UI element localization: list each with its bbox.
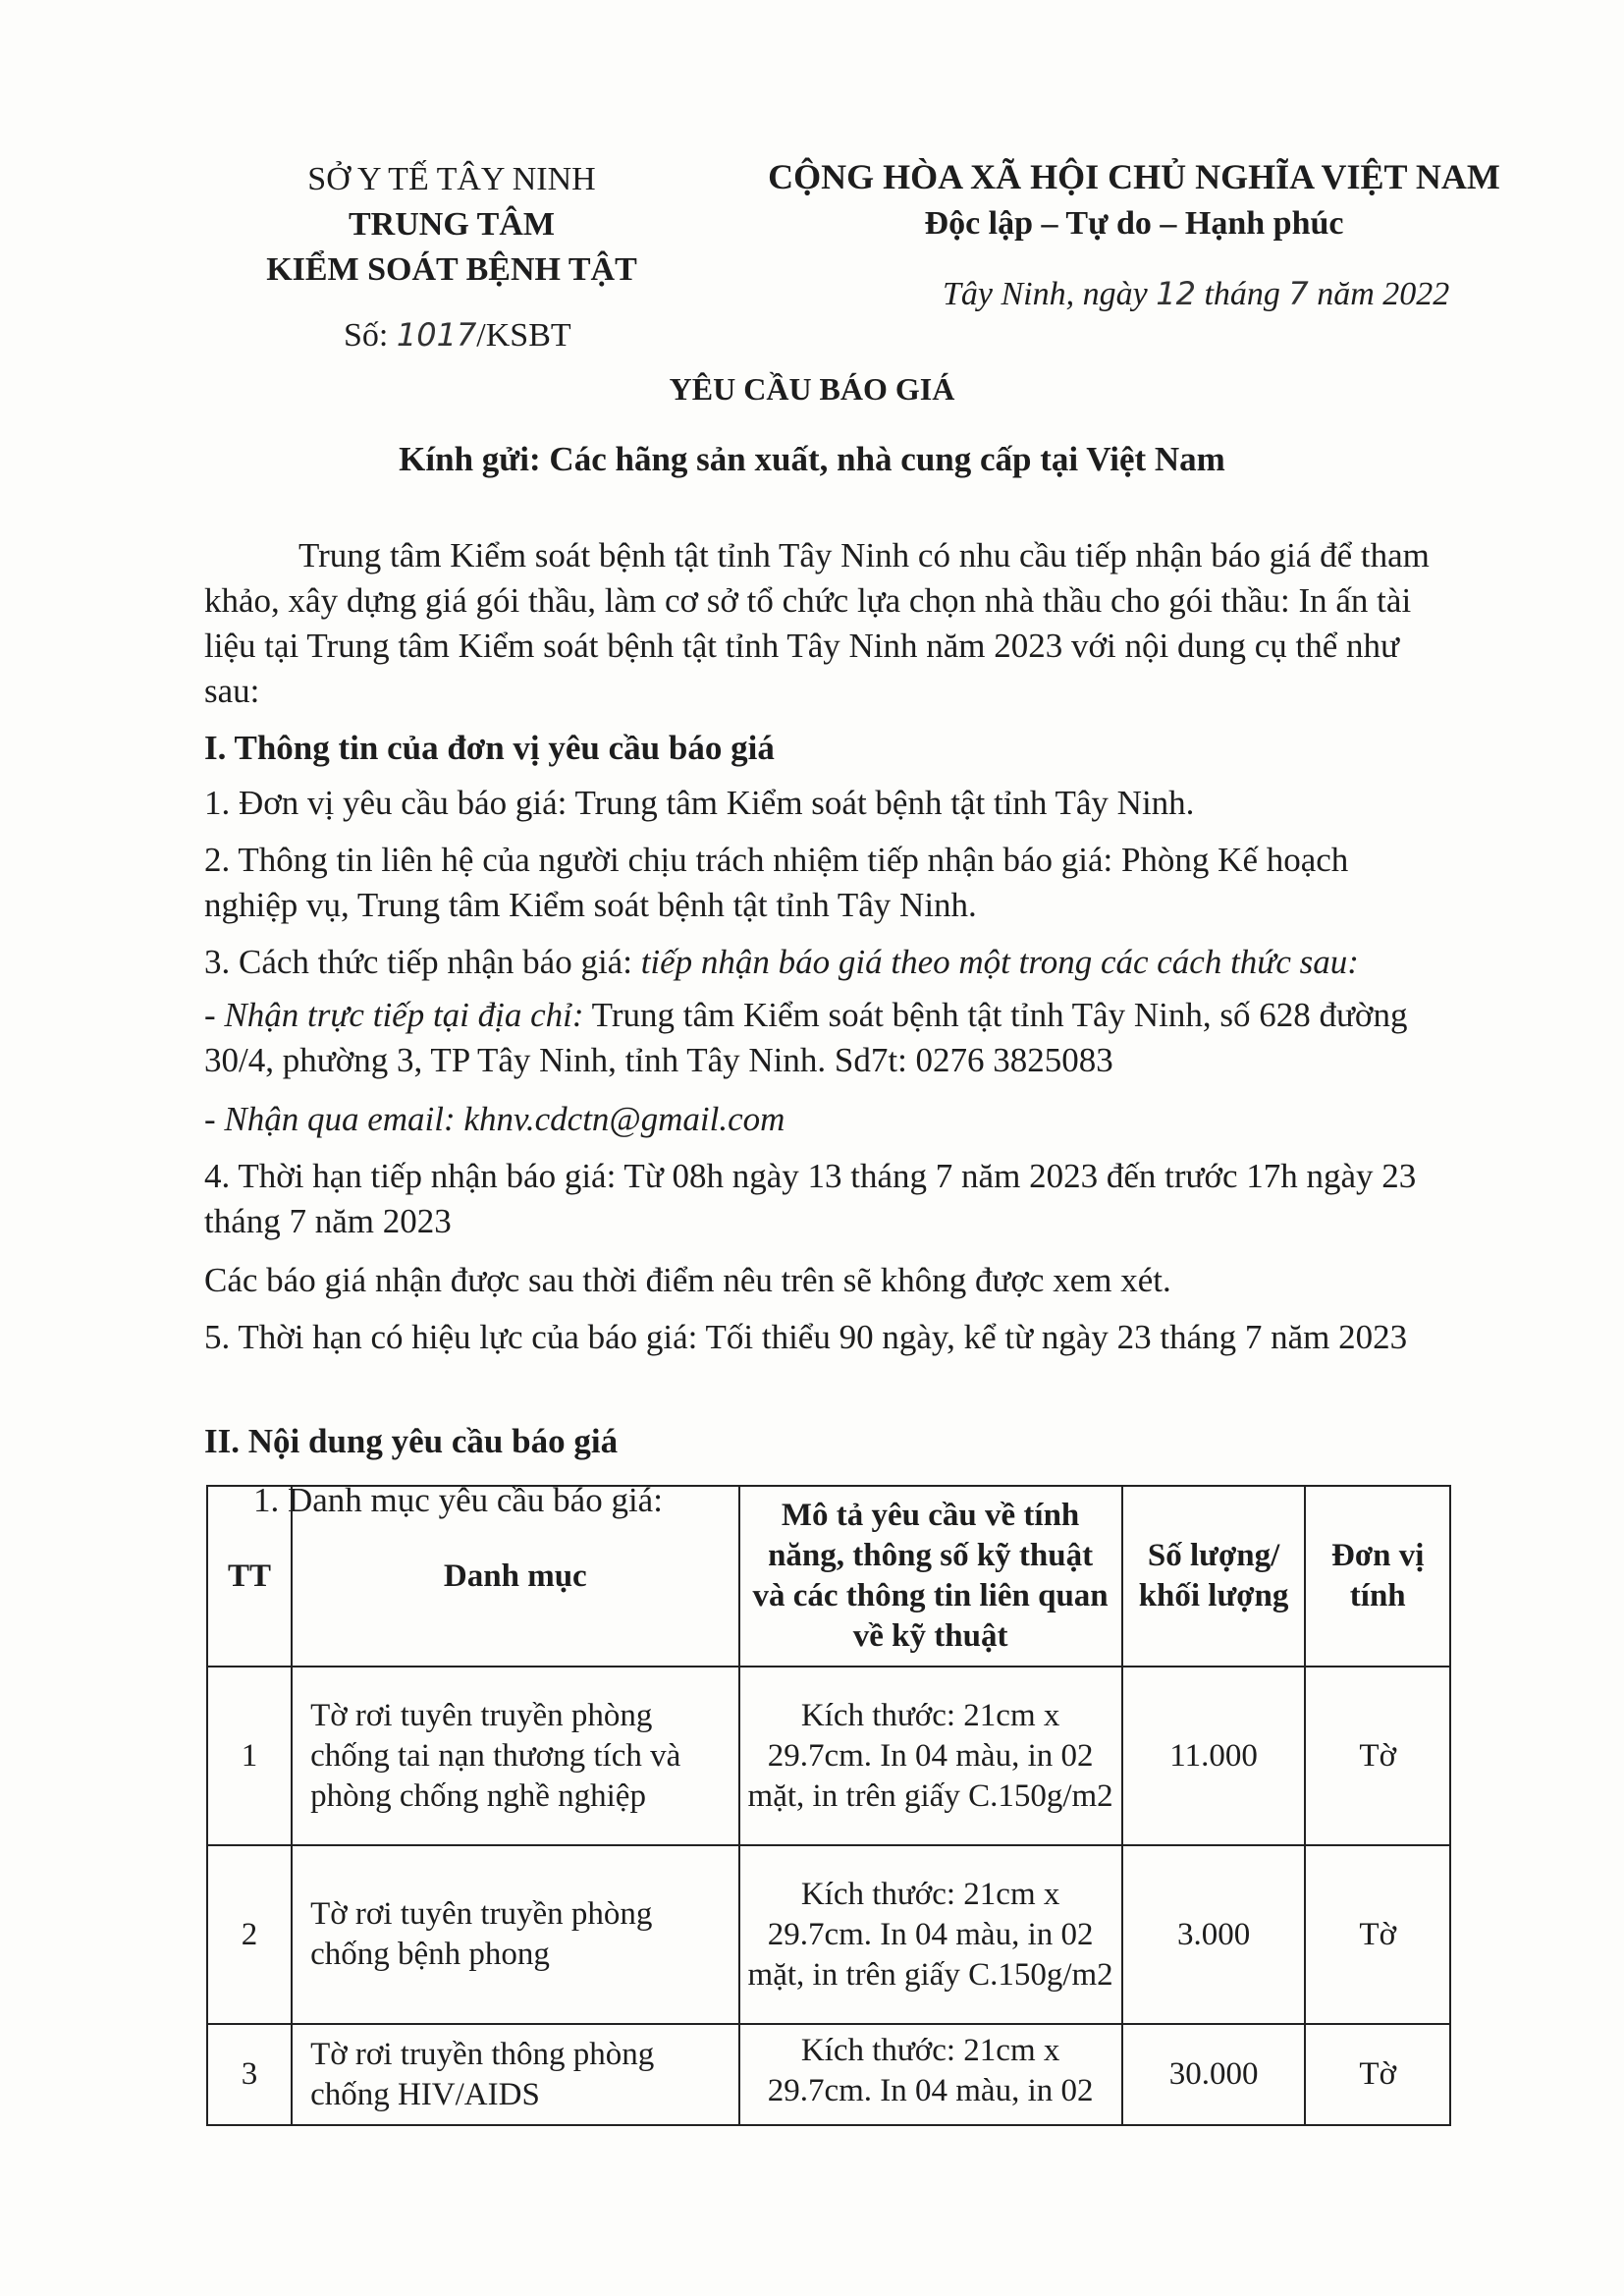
cell-desc: Kích thước: 21cm x 29.7cm. In 04 màu, in 02 mặt, in trên giấy C.150g/m2 (739, 1667, 1122, 1845)
document-title: YÊU CẦU BÁO GIÁ (669, 371, 955, 407)
national-motto: Độc lập – Tự do – Hạnh phúc (924, 205, 1344, 242)
cell-desc (739, 2024, 1122, 2125)
header-tt: TT (207, 1486, 292, 1667)
month-label: tháng (1204, 276, 1280, 312)
header-unit: Đơn vị tính (1305, 1486, 1450, 1667)
cell-name: Tờ rơi tuyên truyền phòng chống bệnh phong (292, 1845, 738, 2024)
cell-desc-text: Kích thước: 21cm x 29.7cm. In 04 màu, in 02 (767, 2032, 1094, 2108)
cell-unit: Tờ (1305, 1845, 1450, 2024)
day-handwritten: 12 (1156, 275, 1196, 312)
month-handwritten: 7 (1288, 275, 1309, 312)
item3-email: - Nhận qua email: khnv.cdctn@gmail.com (204, 1100, 785, 1138)
section1-item4-note: Các báo giá nhận được sau thời điểm nêu trên sẽ không được xem xét. (204, 1261, 1171, 1299)
intro-paragraph: Trung tâm Kiểm soát bệnh tật tỉnh Tây Ninh có nhu cầu tiếp nhận báo giá để tham khảo, xây dựng giá gói thầu, làm cơ sở tổ chức lựa chọn nhà thầu cho gói thầu: In ấn tài liệu tại Trung tâm Kiểm soát bệnh tật tỉnh Tây Ninh năm 2023 với nội dung cụ thể như sau: (204, 536, 1430, 710)
table-row (207, 1845, 1450, 2024)
cell-qty: 30.000 (1122, 2024, 1306, 2125)
cell-unit: Tờ (1305, 2024, 1450, 2125)
salutation: Kính gửi: Các hãng sản xuất, nhà cung cấp tại Việt Nam (399, 440, 1225, 478)
issuing-organization (236, 157, 668, 293)
cell-tt: 3 (207, 2024, 292, 2125)
cell-name: Tờ rơi tuyên truyền phòng chống tai nạn thương tích và phòng chống nghề nghiệp (292, 1667, 738, 1845)
cell-unit: Tờ (1305, 1667, 1450, 1845)
header-qty: Số lượng/ khối lượng (1122, 1486, 1306, 1667)
section1-item1: 1. Đơn vị yêu cầu báo giá: Trung tâm Kiểm soát bệnh tật tỉnh Tây Ninh. (204, 784, 1195, 822)
section2-heading: II. Nội dung yêu cầu báo giá (204, 1422, 619, 1460)
place-date (943, 275, 1449, 313)
section1-item2: 2. Thông tin liên hệ của người chịu trách nhiệm tiếp nhận báo giá: Phòng Kế hoạch nghiệp vụ, Trung tâm Kiểm soát bệnh tật tỉnh Tây Ninh. (204, 841, 1349, 924)
org-name-line2: KIỂM SOÁT BỆNH TẬT (266, 251, 637, 288)
cell-tt: 2 (207, 1845, 292, 2024)
table-row (207, 1667, 1450, 1845)
header-desc: Mô tả yêu cầu về tính năng, thông số kỹ thuật và các thông tin liên quan về kỹ thuật (739, 1486, 1122, 1667)
org-name-line1: TRUNG TÂM (349, 206, 555, 243)
section1-item5: 5. Thời hạn có hiệu lực của báo giá: Tối thiểu 90 ngày, kể từ ngày 23 tháng 7 năm 2023 (204, 1318, 1408, 1356)
section1-item4: 4. Thời hạn tiếp nhận báo giá: Từ 08h ngày 13 tháng 7 năm 2023 đến trước 17h ngày 23 tháng 7 năm 2023 (204, 1157, 1417, 1240)
parent-agency: SỞ Y TẾ TÂY NINH (307, 161, 596, 197)
cell-desc: Kích thước: 21cm x 29.7cm. In 04 màu, in 02 mặt, in trên giấy C.150g/m2 (739, 1845, 1122, 2024)
section1-heading: I. Thông tin của đơn vị yêu cầu báo giá (204, 729, 775, 767)
doc-no-prefix: Số: (344, 317, 389, 354)
header-name: Danh mục (292, 1486, 738, 1667)
section2-sub1: 1. Danh mục yêu cầu báo giá: (253, 1481, 663, 1519)
cell-tt: 1 (207, 1667, 292, 1845)
year-text: năm 2022 (1317, 276, 1450, 312)
cell-name: Tờ rơi truyền thông phòng chống HIV/AIDS (292, 2024, 738, 2125)
request-table (206, 1485, 1451, 2126)
item3-direct (204, 993, 1446, 1083)
table-row (207, 2024, 1450, 2125)
nation-name: CỘNG HÒA XÃ HỘI CHỦ NGHĨA VIỆT NAM (768, 157, 1500, 196)
item3-direct-value: Trung tâm Kiểm soát bệnh tật tỉnh Tây Ninh, số 628 đường 30/4, phường 3, TP Tây Ninh, tỉnh Tây Ninh. Sd7t: 0276 3825083 (204, 996, 1408, 1079)
cell-qty: 11.000 (1122, 1667, 1306, 1845)
national-header (722, 153, 1546, 247)
item3-direct-label: - Nhận trực tiếp tại địa chỉ: (204, 996, 584, 1034)
document-number (344, 316, 571, 355)
item3-lead: 3. Cách thức tiếp nhận báo giá: (204, 943, 632, 981)
item3-italic: tiếp nhận báo giá theo một trong các cách thức sau: (640, 943, 1359, 981)
place-prefix: Tây Ninh, ngày (943, 276, 1148, 312)
section1-item3 (204, 940, 1446, 985)
cell-qty: 3.000 (1122, 1845, 1306, 2024)
doc-no-handwritten: 1017 (396, 316, 477, 354)
doc-no-suffix: /KSBT (476, 317, 571, 354)
table-header-row (207, 1486, 1450, 1667)
